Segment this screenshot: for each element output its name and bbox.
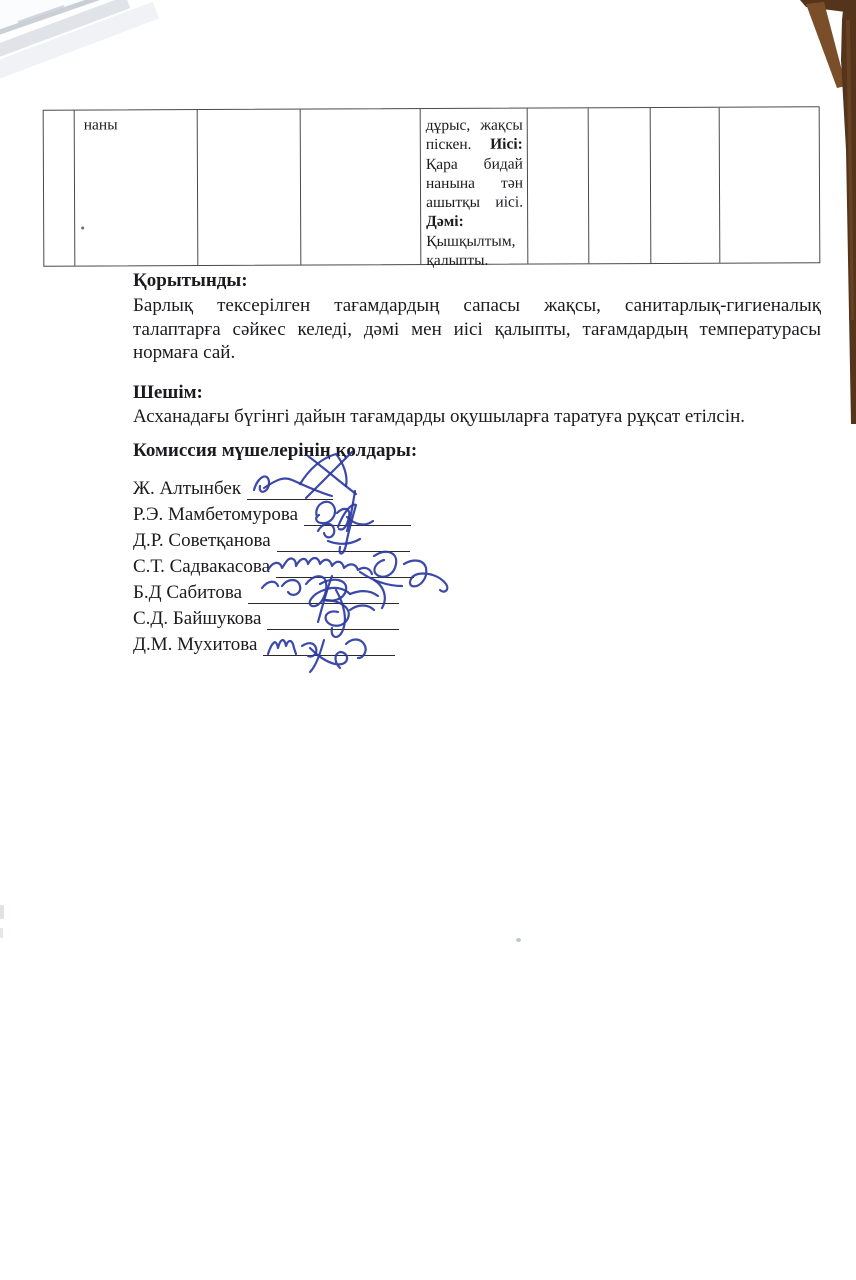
paper-edge-mark bbox=[0, 905, 4, 919]
evaluation-text: дұрыс, жақсы піскен. Иісі: Қара бидай нанына тән ашытқы иісі. Дәмі: Қышқылтым, қалыпты. bbox=[425, 116, 524, 270]
table-cell bbox=[720, 107, 820, 262]
member-name: С.Т. Садвакасова bbox=[133, 556, 271, 577]
signatures-heading: Комиссия мүшелерінің қолдары: bbox=[133, 440, 418, 461]
conclusion-line: талаптарға сәйкес келеді, дәмі мен иісі қалыпты, тағамдардың температурасы bbox=[133, 318, 821, 340]
paper-edge-mark bbox=[0, 928, 3, 938]
member-name: Д.М. Мухитова bbox=[133, 634, 258, 655]
inspection-table bbox=[43, 106, 821, 270]
table-cell bbox=[589, 108, 652, 263]
signature-line bbox=[267, 603, 399, 630]
table-cell-evaluation bbox=[421, 109, 529, 270]
table-cell bbox=[44, 111, 76, 266]
signature-row bbox=[133, 604, 399, 630]
member-name: Р.Э. Мамбетомурова bbox=[133, 504, 299, 525]
signature-line bbox=[248, 577, 399, 604]
signature-line bbox=[304, 499, 411, 526]
signature-row bbox=[133, 500, 411, 526]
signature-row bbox=[133, 552, 414, 578]
table-cell bbox=[301, 109, 422, 265]
table-cell bbox=[651, 108, 721, 263]
evaluation-label-taste: Дәмі: bbox=[426, 213, 464, 231]
paper-speck bbox=[81, 227, 84, 230]
signature-line bbox=[247, 473, 333, 500]
evaluation-label-smell: Иісі: bbox=[490, 135, 523, 154]
member-name: Б.Д Сабитова bbox=[133, 582, 243, 603]
signature-line bbox=[263, 629, 395, 656]
conclusion-heading: Қорытынды: bbox=[133, 270, 248, 291]
member-name: Д.Р. Советқанова bbox=[133, 530, 271, 551]
conclusion-paragraph bbox=[133, 294, 821, 365]
signature-row bbox=[133, 578, 399, 604]
product-name: наны bbox=[83, 116, 118, 134]
decision-heading: Шешім: bbox=[133, 382, 203, 403]
evaluation-text-part: піскен. bbox=[425, 136, 472, 154]
conclusion-line: нормаға сай. bbox=[133, 342, 236, 364]
table-cell bbox=[528, 108, 590, 263]
member-name: С.Д. Байшукова bbox=[133, 608, 262, 629]
decision-text: Асханадағы бүгінгі дайын тағамдарды оқушыларға таратуға рұқсат етілсін. bbox=[133, 406, 746, 427]
table-cell-product bbox=[75, 110, 199, 266]
member-name: Ж. Алтынбек bbox=[133, 478, 242, 499]
paper-speck bbox=[516, 938, 521, 942]
signature-line bbox=[277, 525, 410, 552]
signature-row bbox=[133, 630, 395, 656]
signature-row bbox=[133, 526, 410, 552]
table-cell bbox=[198, 110, 302, 265]
signature-line bbox=[276, 551, 414, 578]
conclusion-line: Барлық тексерілген тағамдардың сапасы жақсы, санитарлық-гигиеналық bbox=[133, 295, 821, 316]
signature-row bbox=[133, 474, 333, 500]
